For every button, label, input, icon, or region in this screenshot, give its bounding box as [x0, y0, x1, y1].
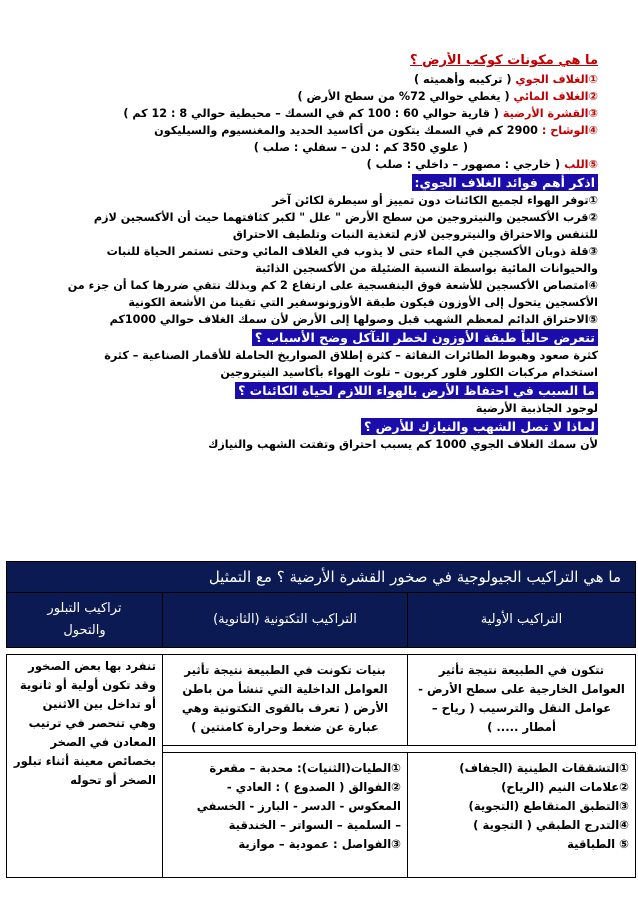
q1-item: ④الوشاح : 2900 كم في السمك يتكون من أكاسيد الحديد والمغنسيوم والسيليكون	[154, 124, 598, 137]
primary-structures-examples	[408, 753, 636, 878]
list-item: المعكوس - الدسر - البارز - الخسفي	[196, 799, 401, 813]
q1-item: ③القشرة الأرضية ( قارية حوالي 60 : 100 كم في السمك – محيطية حوالي 8 : 12 كم )	[123, 107, 598, 120]
q2-title: اذكر أهم فوائد الغلاف الجوي:	[412, 174, 598, 191]
q2-line: ②قرب الأكسجين والنيتروجين من سطح الأرض " علل " لكبر كثافتهما حيث أن الأكسجين لازم	[93, 211, 598, 224]
q3-line: استخدام مركبات الكلور فلور كربون – تلوث الهواء بأكاسيد النيتروجين	[220, 366, 598, 379]
q2-line: الأكسجين يتحول إلى الأوزون فيكون طبقة الأوزونوسفير التي تقينا من الأشعة الكونية	[128, 296, 598, 309]
q3-line: كثرة صعود وهبوط الطائرات النفاثة – كثرة إطلاق الصواريخ الحاملة للأقمار الصناعية – كثرة	[104, 349, 598, 362]
primary-structures-definition: تتكون في الطبيعة نتيجة تأثير العوامل الخارجية على سطح الأرض - عوامل النقل والترسيب ( رياح – أمطار ..... )	[408, 655, 636, 746]
q4-title: ما السبب في احتفاظ الأرض بالهواء اللازم لحياة الكائنات ؟	[235, 382, 598, 399]
list-item: ④التدرج الطبقي ( التجوية )	[473, 818, 629, 832]
table-title: ما هي التراكيب الجيولوجية في صخور القشرة الأرضية ؟ مع التمثيل	[7, 562, 636, 593]
q2-line: للتنفس والاحتراق والنيتروجين لازم لتغذية النبات وتلطيف الاحتراق	[232, 228, 598, 241]
q2-line: ①توفر الهواء لجميع الكائنات دون تمييز أو سيطرة لكائن آخر	[272, 194, 598, 207]
q3-title: تتعرض حالياً طبقة الأوزون لخطر التآكل وضح الأسباب ؟	[252, 329, 598, 346]
tectonic-structures-definition: بنيات تكونت في الطبيعة نتيجة تأثير العوامل الداخلية التي تنشأ من باطن الأرض ( تعرف بالقوى التكتونية وهي عبارة عن ضغط وحرارة كامنتين )	[163, 655, 408, 746]
list-item: ③التطبق المتقاطع (التجوية)	[468, 799, 629, 813]
header-crystallization-structures: تراكيب التبلور والتحول	[7, 593, 163, 648]
q2-line: ③قلة ذوبان الأكسجين في الماء حتى لا يذوب في الغلاف المائي وحتى تستمر الحياة للنبات	[106, 245, 598, 258]
q2-line: والحيوانات المائية بواسطة النسبة الضئيلة من الأكسجين الذائبة	[255, 262, 598, 275]
q2-line: ⑤الاحتراق الدائم لمعظم الشهب قبل وصولها إلى الأرض لأن سمك الغلاف حوالي 1000كم	[109, 313, 598, 326]
q4-line: لوجود الجاذبية الأرضية	[475, 402, 598, 415]
q1-item: ( علوي 350 كم : لدن – سفلي : صلب )	[253, 141, 468, 154]
questions-section	[68, 52, 598, 453]
list-item: ①التشققات الطينية (الجفاف)	[459, 761, 629, 775]
header-primary-structures: التراكيب الأولية	[408, 593, 636, 648]
q1-item: ⑤اللب ( خارجي : مصهور – داخلي : صلب )	[366, 158, 598, 171]
list-item: ①الطيات(الثنيات): محدبة – مقعرة	[209, 761, 401, 775]
q5-line: لأن سمك الغلاف الجوي 1000 كم يسبب احتراق وتفتت الشهب والنيازك	[208, 438, 598, 451]
tectonic-structures-examples	[163, 753, 408, 878]
q5-title: لماذا لا تصل الشهب والنيازك للأرض ؟	[361, 418, 598, 435]
header-tectonic-structures: التراكيب التكتونية (الثانوية)	[163, 593, 408, 648]
list-item: – السلمية – السواتر – الخندقية	[228, 818, 401, 832]
q2-line: ④امتصاص الأكسجين للأشعة فوق البنفسجية على ارتفاع 2 كم وبذلك نتقي ضررها كما أن جزء من	[68, 279, 598, 292]
list-item: ②علامات النيم (الرياح)	[501, 780, 629, 794]
list-item: ③الفواصل : عمودية – موازية	[238, 837, 401, 851]
q1-title: ما هي مكونات كوكب الأرض ؟	[410, 53, 598, 68]
list-item: ②الفوالق ( الصدوع ) : العادي -	[226, 780, 401, 794]
crystallization-structures-definition: تنفرد بها بعض الصخور وقد تكون أولية أو ثانوية أو تداخل بين الاثنين وهي تنحصر في ترتيب المعادن في الصخر بخصائص معينة أثناء تبلور الصخر أو تحوله	[7, 655, 163, 878]
list-item: ⑤ الطباقية	[567, 837, 629, 851]
q1-item: ②الغلاف المائي ( يغطي حوالي 72% من سطح الأرض )	[297, 90, 598, 103]
geological-structures-table	[6, 561, 636, 878]
q1-item: ①الغلاف الجوي ( تركيبه وأهميته )	[414, 73, 598, 86]
